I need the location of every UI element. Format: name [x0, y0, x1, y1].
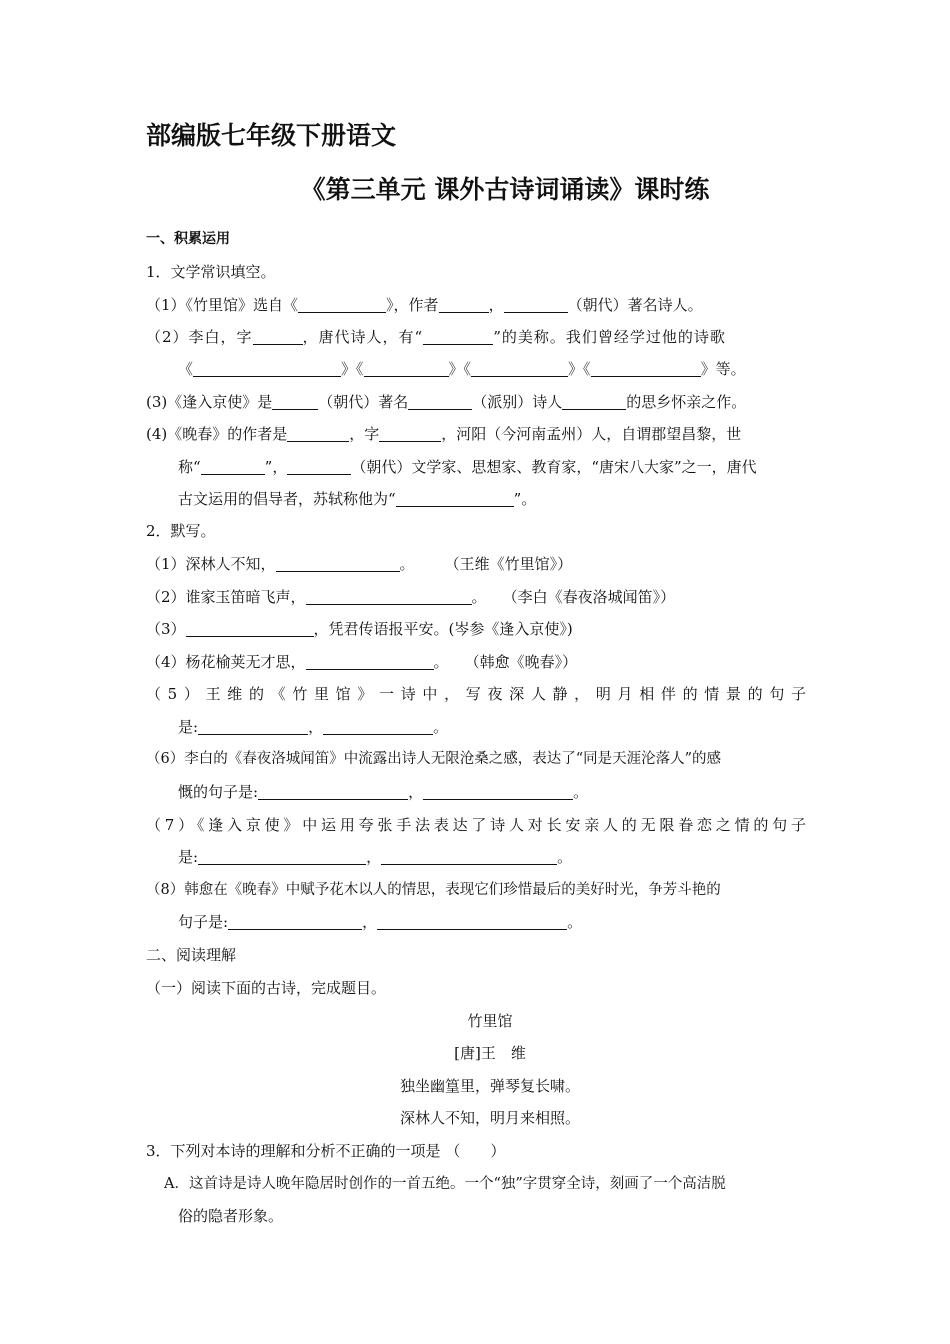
poem-line-2: 深林人不知，明月来相照。: [399, 1109, 580, 1127]
answer-blank[interactable]: [198, 718, 308, 735]
q2-item-6-cont: 慨的句子是: ， 。: [178, 783, 589, 801]
answer-blank[interactable]: [198, 848, 366, 865]
answer-blank[interactable]: [408, 393, 472, 410]
document-title: 部编版七年级下册语文: [146, 121, 397, 150]
answer-blank[interactable]: [423, 328, 493, 345]
answer-blank[interactable]: [272, 393, 318, 410]
answer-blank[interactable]: [323, 718, 433, 735]
poem-author: [唐]王 维: [454, 1044, 526, 1062]
answer-blank[interactable]: [276, 555, 400, 572]
answer-blank[interactable]: [298, 296, 386, 313]
answer-blank[interactable]: [562, 393, 626, 410]
answer-blank[interactable]: [186, 620, 314, 637]
q3-option-a-cont: 俗的隐者形象。: [178, 1207, 284, 1225]
q3-heading: 3．下列对本诗的理解和分析不正确的一项是 （ ）: [146, 1142, 506, 1160]
q1-item-1: （1）《竹里馆》选自《 》，作者 ， （朝代）著名诗人。: [146, 296, 703, 314]
answer-blank[interactable]: [253, 328, 303, 345]
q2-item-2: （2）谁家玉笛暗飞声， 。 （李白《春夜洛城闻笛》）: [146, 588, 676, 606]
answer-blank[interactable]: [193, 360, 341, 377]
poem-title: 竹里馆: [467, 1012, 513, 1030]
q2-heading: 2．默写。: [146, 522, 216, 540]
answer-blank[interactable]: [287, 458, 351, 475]
q2-item-7: （7）《逢入京使》中运用夸张手法表达了诗人对长安亲人的无限眷恋之情的句子: [146, 816, 806, 834]
answer-blank[interactable]: [381, 848, 557, 865]
q2-item-5: （5）王维的《竹里馆》一诗中，写夜深人静，明月相伴的情景的句子: [146, 685, 806, 703]
q1-item-4-cont-2: 古文运用的倡导者，苏轼称他为“ ”。: [178, 490, 537, 508]
answer-blank[interactable]: [504, 296, 568, 313]
q1-item-4: (4)《晚春》的作者是 ，字 ，河阳（今河南孟州）人，自谓郡望昌黎，世: [146, 425, 742, 443]
answer-blank[interactable]: [364, 360, 449, 377]
q2-item-4: （4）杨花榆荚无才思， 。 （韩愈《晚春》）: [146, 653, 578, 671]
answer-blank[interactable]: [439, 296, 489, 313]
answer-blank[interactable]: [423, 783, 573, 800]
q1-item-4-cont-1: 称“ ”， （朝代）文学家、思想家、教育家，“唐宋八大家”之一，唐代: [178, 458, 757, 476]
reading-intro: （一）阅读下面的古诗，完成题目。: [146, 979, 387, 997]
q2-item-6: （6）李白的《春夜洛城闻笛》中流露出诗人无限沧桑之感，表达了“同是天涯沦落人”的感: [146, 751, 722, 767]
answer-blank[interactable]: [201, 458, 265, 475]
answer-blank[interactable]: [228, 913, 362, 930]
answer-blank[interactable]: [377, 913, 567, 930]
q2-item-7-cont: 是: ， 。: [178, 848, 573, 866]
answer-blank[interactable]: [287, 425, 349, 442]
q2-item-3: （3） ，凭君传语报平安。(岑参《逢入京使》): [146, 620, 573, 638]
answer-blank[interactable]: [591, 360, 701, 377]
section-heading-1: 一、积累运用: [146, 231, 230, 247]
answer-blank[interactable]: [306, 588, 472, 605]
document-subtitle: 《第三单元 课外古诗词诵读》课时练: [300, 175, 710, 204]
q1-heading: 1．文学常识填空。: [146, 263, 276, 281]
answer-blank[interactable]: [471, 360, 568, 377]
q2-item-5-cont: 是: ， 。: [178, 718, 449, 736]
q1-item-2: （2）李白，字 ，唐代诗人，有“ ”的美称。我们曾经学过他的诗歌: [146, 328, 726, 346]
q2-item-8: （8）韩愈在《晚春》中赋予花木以人的情思，表现它们珍惜最后的美好时光，争芳斗艳的: [146, 882, 721, 898]
q1-item-3: (3)《逢入京使》是 （朝代）著名 （派别）诗人 的思乡怀亲之作。: [146, 393, 747, 411]
poem-line-1: 独坐幽篁里，弹琴复长啸。: [399, 1077, 580, 1095]
q2-item-1: （1）深林人不知， 。 （王维《竹里馆》）: [146, 555, 573, 573]
answer-blank[interactable]: [379, 425, 441, 442]
answer-blank[interactable]: [306, 653, 434, 670]
answer-blank[interactable]: [396, 490, 514, 507]
q1-item-2-cont: 《 》《 》《 》《 》等。: [178, 360, 746, 378]
q2-item-8-cont: 句子是: ， 。: [178, 913, 583, 931]
answer-blank[interactable]: [258, 783, 408, 800]
section-heading-2: 二、阅读理解: [146, 946, 237, 964]
q3-option-a: A．这首诗是诗人晚年隐居时创作的一首五绝。一个“独”字贯穿全诗，刻画了一个高洁脱: [164, 1176, 726, 1192]
